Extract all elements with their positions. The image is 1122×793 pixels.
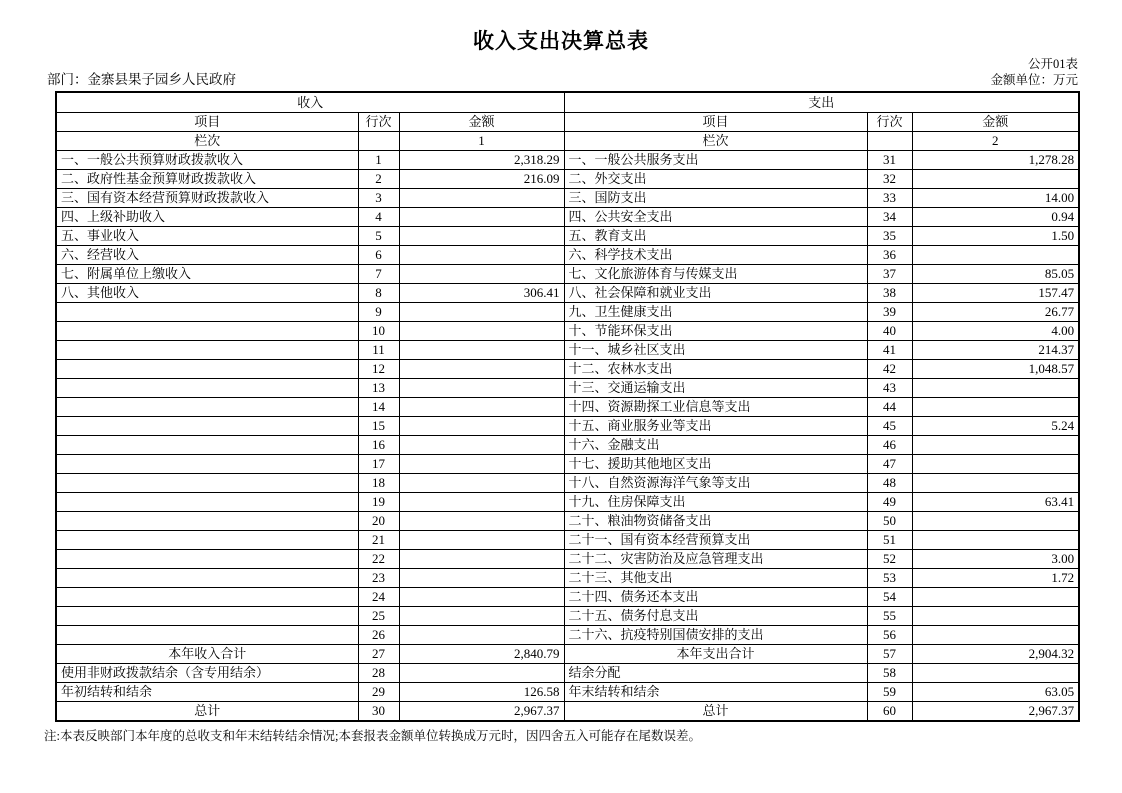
expense-item-header: 项目 [564,113,867,132]
income-amount-cell: 126.58 [399,683,564,702]
expense-amount-cell [912,170,1079,189]
meta-right [990,56,1078,88]
income-amount-cell [399,246,564,265]
expense-line-cell: 34 [867,208,912,227]
income-item-cell: 三、国有资本经营预算财政拨款收入 [56,189,358,208]
table-row [56,417,1079,436]
income-item-cell [56,341,358,360]
income-amount-cell [399,322,564,341]
income-item-cell [56,322,358,341]
expense-amount-header: 金额 [912,113,1079,132]
expense-line-cell: 54 [867,588,912,607]
account-table [55,91,1080,722]
income-amount-cell [399,189,564,208]
expense-amount-cell: 14.00 [912,189,1079,208]
income-item-cell: 二、政府性基金预算财政拨款收入 [56,170,358,189]
expense-lanci-blank [867,132,912,151]
expense-item-cell: 二十四、债务还本支出 [564,588,867,607]
income-amount-cell [399,436,564,455]
expense-item-cell: 四、公共安全支出 [564,208,867,227]
table-row [56,664,1079,683]
expense-item-cell: 十四、资源勘探工业信息等支出 [564,398,867,417]
expense-section-header: 支出 [564,92,1079,113]
expense-line-cell: 43 [867,379,912,398]
meta-row [47,56,1078,88]
table-row [56,607,1079,626]
income-line-cell: 29 [358,683,399,702]
table-row [56,512,1079,531]
expense-amount-cell [912,512,1079,531]
income-item-cell [56,550,358,569]
expense-item-cell: 五、教育支出 [564,227,867,246]
expense-amount-cell [912,588,1079,607]
income-amount-cell [399,360,564,379]
table-row [56,189,1079,208]
income-line-cell: 5 [358,227,399,246]
income-amount-cell: 306.41 [399,284,564,303]
income-line-cell: 12 [358,360,399,379]
expense-line-cell: 59 [867,683,912,702]
expense-item-cell: 十九、住房保障支出 [564,493,867,512]
income-line-cell: 18 [358,474,399,493]
table-row [56,474,1079,493]
income-item-cell [56,493,358,512]
expense-line-cell: 33 [867,189,912,208]
expense-amount-cell: 214.37 [912,341,1079,360]
table-code: 公开01表 [1027,57,1078,71]
expense-amount-cell [912,664,1079,683]
income-line-cell: 28 [358,664,399,683]
income-line-cell: 17 [358,455,399,474]
income-line-cell: 30 [358,702,399,722]
expense-item-cell: 十、节能环保支出 [564,322,867,341]
income-amount-cell [399,398,564,417]
expense-amount-cell: 2,904.32 [912,645,1079,664]
table-row [56,531,1079,550]
expense-line-cell: 46 [867,436,912,455]
expense-amount-cell [912,379,1079,398]
expense-item-cell: 六、科学技术支出 [564,246,867,265]
income-line-cell: 1 [358,151,399,170]
table-row [56,151,1079,170]
expense-line-cell: 50 [867,512,912,531]
income-line-cell: 19 [358,493,399,512]
expense-line-cell: 40 [867,322,912,341]
income-column-number: 1 [399,132,564,151]
expense-line-cell: 44 [867,398,912,417]
expense-line-cell: 53 [867,569,912,588]
expense-amount-cell: 1.50 [912,227,1079,246]
expense-lanci-label: 栏次 [564,132,867,151]
expense-item-cell: 二十一、国有资本经营预算支出 [564,531,867,550]
expense-line-cell: 42 [867,360,912,379]
income-item-cell [56,569,358,588]
table-row [56,284,1079,303]
income-line-cell: 4 [358,208,399,227]
income-item-cell [56,303,358,322]
expense-line-cell: 57 [867,645,912,664]
income-item-cell: 本年收入合计 [56,645,358,664]
expense-column-number: 2 [912,132,1079,151]
income-item-cell [56,512,358,531]
income-item-cell: 四、上级补助收入 [56,208,358,227]
income-lanci-blank [358,132,399,151]
expense-line-cell: 58 [867,664,912,683]
column-number-row [56,132,1079,151]
income-amount-cell [399,227,564,246]
expense-amount-cell [912,474,1079,493]
income-item-cell [56,360,358,379]
income-amount-cell: 2,967.37 [399,702,564,722]
income-amount-cell [399,455,564,474]
income-amount-cell [399,493,564,512]
expense-amount-cell [912,455,1079,474]
income-item-cell: 总计 [56,702,358,722]
expense-amount-cell [912,607,1079,626]
table-row [56,227,1079,246]
income-item-cell: 使用非财政拨款结余（含专用结余） [56,664,358,683]
income-line-cell: 9 [358,303,399,322]
table-row [56,360,1079,379]
expense-item-cell: 二十三、其他支出 [564,569,867,588]
expense-item-cell: 十三、交通运输支出 [564,379,867,398]
income-amount-cell [399,588,564,607]
income-item-cell [56,531,358,550]
expense-item-cell: 七、文化旅游体育与传媒支出 [564,265,867,284]
column-header-row [56,113,1079,132]
income-item-cell [56,607,358,626]
income-amount-cell [399,512,564,531]
expense-item-cell: 结余分配 [564,664,867,683]
expense-line-cell: 60 [867,702,912,722]
income-amount-cell [399,379,564,398]
income-amount-header: 金额 [399,113,564,132]
expense-line-cell: 47 [867,455,912,474]
income-item-cell: 六、经营收入 [56,246,358,265]
income-amount-cell [399,607,564,626]
table-row [56,626,1079,645]
expense-amount-cell: 4.00 [912,322,1079,341]
income-line-cell: 6 [358,246,399,265]
expense-line-cell: 52 [867,550,912,569]
expense-line-cell: 31 [867,151,912,170]
expense-item-cell: 本年支出合计 [564,645,867,664]
expense-amount-cell: 1,278.28 [912,151,1079,170]
income-line-cell: 8 [358,284,399,303]
table-row [56,265,1079,284]
expense-item-cell: 三、国防支出 [564,189,867,208]
expense-item-cell: 十八、自然资源海洋气象等支出 [564,474,867,493]
expense-line-cell: 45 [867,417,912,436]
expense-line-cell: 48 [867,474,912,493]
income-item-cell: 一、一般公共预算财政拨款收入 [56,151,358,170]
income-amount-cell [399,341,564,360]
expense-amount-cell: 3.00 [912,550,1079,569]
expense-amount-cell: 2,967.37 [912,702,1079,722]
income-amount-cell [399,417,564,436]
income-line-cell: 2 [358,170,399,189]
expense-amount-cell [912,398,1079,417]
income-item-cell: 五、事业收入 [56,227,358,246]
income-line-cell: 20 [358,512,399,531]
expense-item-cell: 一、一般公共服务支出 [564,151,867,170]
expense-item-cell: 二十六、抗疫特别国债安排的支出 [564,626,867,645]
income-amount-cell [399,569,564,588]
income-amount-cell: 2,840.79 [399,645,564,664]
income-amount-cell [399,664,564,683]
expense-amount-cell: 26.77 [912,303,1079,322]
page-title: 收入支出决算总表 [473,29,649,53]
table-row [56,645,1079,664]
expense-line-cell: 56 [867,626,912,645]
table-row [56,550,1079,569]
table-row [56,455,1079,474]
table-row [56,569,1079,588]
expense-line-cell: 55 [867,607,912,626]
table-row [56,493,1079,512]
expense-amount-cell: 0.94 [912,208,1079,227]
income-item-cell [56,588,358,607]
expense-amount-cell [912,626,1079,645]
table-row [56,208,1079,227]
income-item-cell: 七、附属单位上缴收入 [56,265,358,284]
income-line-cell: 14 [358,398,399,417]
income-item-cell: 年初结转和结余 [56,683,358,702]
income-line-cell: 11 [358,341,399,360]
expense-amount-cell: 85.05 [912,265,1079,284]
section-header-row [56,92,1079,113]
expense-item-cell: 二十二、灾害防治及应急管理支出 [564,550,867,569]
table-row [56,246,1079,265]
income-lanci-label: 栏次 [56,132,358,151]
expense-amount-cell: 63.05 [912,683,1079,702]
expense-line-cell: 39 [867,303,912,322]
expense-item-cell: 十二、农林水支出 [564,360,867,379]
expense-item-cell: 十七、援助其他地区支出 [564,455,867,474]
income-line-header: 行次 [358,113,399,132]
income-item-cell [56,398,358,417]
income-item-cell: 八、其他收入 [56,284,358,303]
income-line-cell: 21 [358,531,399,550]
expense-item-cell: 年末结转和结余 [564,683,867,702]
income-line-cell: 24 [358,588,399,607]
expense-line-cell: 35 [867,227,912,246]
expense-amount-cell: 157.47 [912,284,1079,303]
expense-amount-cell: 5.24 [912,417,1079,436]
table-row [56,341,1079,360]
income-item-cell [56,417,358,436]
footnote: 注:本表反映部门本年度的总收支和年末结转结余情况;本套报表金额单位转换成万元时，因四舍五入可能存在尾数误差。 [44,729,701,743]
income-amount-cell [399,265,564,284]
expense-item-cell: 二十、粮油物资储备支出 [564,512,867,531]
expense-item-cell: 九、卫生健康支出 [564,303,867,322]
expense-item-cell: 十五、商业服务业等支出 [564,417,867,436]
income-amount-cell [399,474,564,493]
income-amount-cell [399,208,564,227]
expense-item-cell: 二、外交支出 [564,170,867,189]
income-line-cell: 27 [358,645,399,664]
table-row [56,436,1079,455]
table-row [56,170,1079,189]
income-line-cell: 23 [358,569,399,588]
income-line-cell: 25 [358,607,399,626]
income-line-cell: 7 [358,265,399,284]
income-amount-cell [399,550,564,569]
expense-item-cell: 十六、金融支出 [564,436,867,455]
income-amount-cell [399,626,564,645]
expense-item-cell: 总计 [564,702,867,722]
income-item-cell [56,455,358,474]
income-line-cell: 10 [358,322,399,341]
department-label: 部门：金寨县果子园乡人民政府 [47,72,236,87]
income-line-cell: 3 [358,189,399,208]
expense-item-cell: 十一、城乡社区支出 [564,341,867,360]
income-line-cell: 26 [358,626,399,645]
expense-amount-cell [912,246,1079,265]
income-amount-cell: 216.09 [399,170,564,189]
expense-line-cell: 38 [867,284,912,303]
expense-line-cell: 49 [867,493,912,512]
table-row [56,322,1079,341]
income-item-header: 项目 [56,113,358,132]
expense-amount-cell: 1.72 [912,569,1079,588]
income-amount-cell [399,531,564,550]
income-line-cell: 15 [358,417,399,436]
income-line-cell: 16 [358,436,399,455]
table-row [56,683,1079,702]
table-row [56,588,1079,607]
expense-line-cell: 32 [867,170,912,189]
income-item-cell [56,436,358,455]
expense-amount-cell: 63.41 [912,493,1079,512]
table-row [56,702,1079,722]
income-item-cell [56,626,358,645]
income-item-cell [56,474,358,493]
expense-item-cell: 二十五、债务付息支出 [564,607,867,626]
expense-line-cell: 36 [867,246,912,265]
expense-line-cell: 51 [867,531,912,550]
income-item-cell [56,379,358,398]
expense-line-cell: 41 [867,341,912,360]
income-amount-cell [399,303,564,322]
table-row [56,398,1079,417]
table-row [56,303,1079,322]
expense-amount-cell [912,531,1079,550]
expense-line-cell: 37 [867,265,912,284]
expense-item-cell: 八、社会保障和就业支出 [564,284,867,303]
expense-amount-cell [912,436,1079,455]
income-amount-cell: 2,318.29 [399,151,564,170]
income-line-cell: 13 [358,379,399,398]
income-line-cell: 22 [358,550,399,569]
expense-amount-cell: 1,048.57 [912,360,1079,379]
income-section-header: 收入 [56,92,564,113]
expense-line-header: 行次 [867,113,912,132]
unit-label: 金额单位：万元 [990,73,1078,87]
table-row [56,379,1079,398]
